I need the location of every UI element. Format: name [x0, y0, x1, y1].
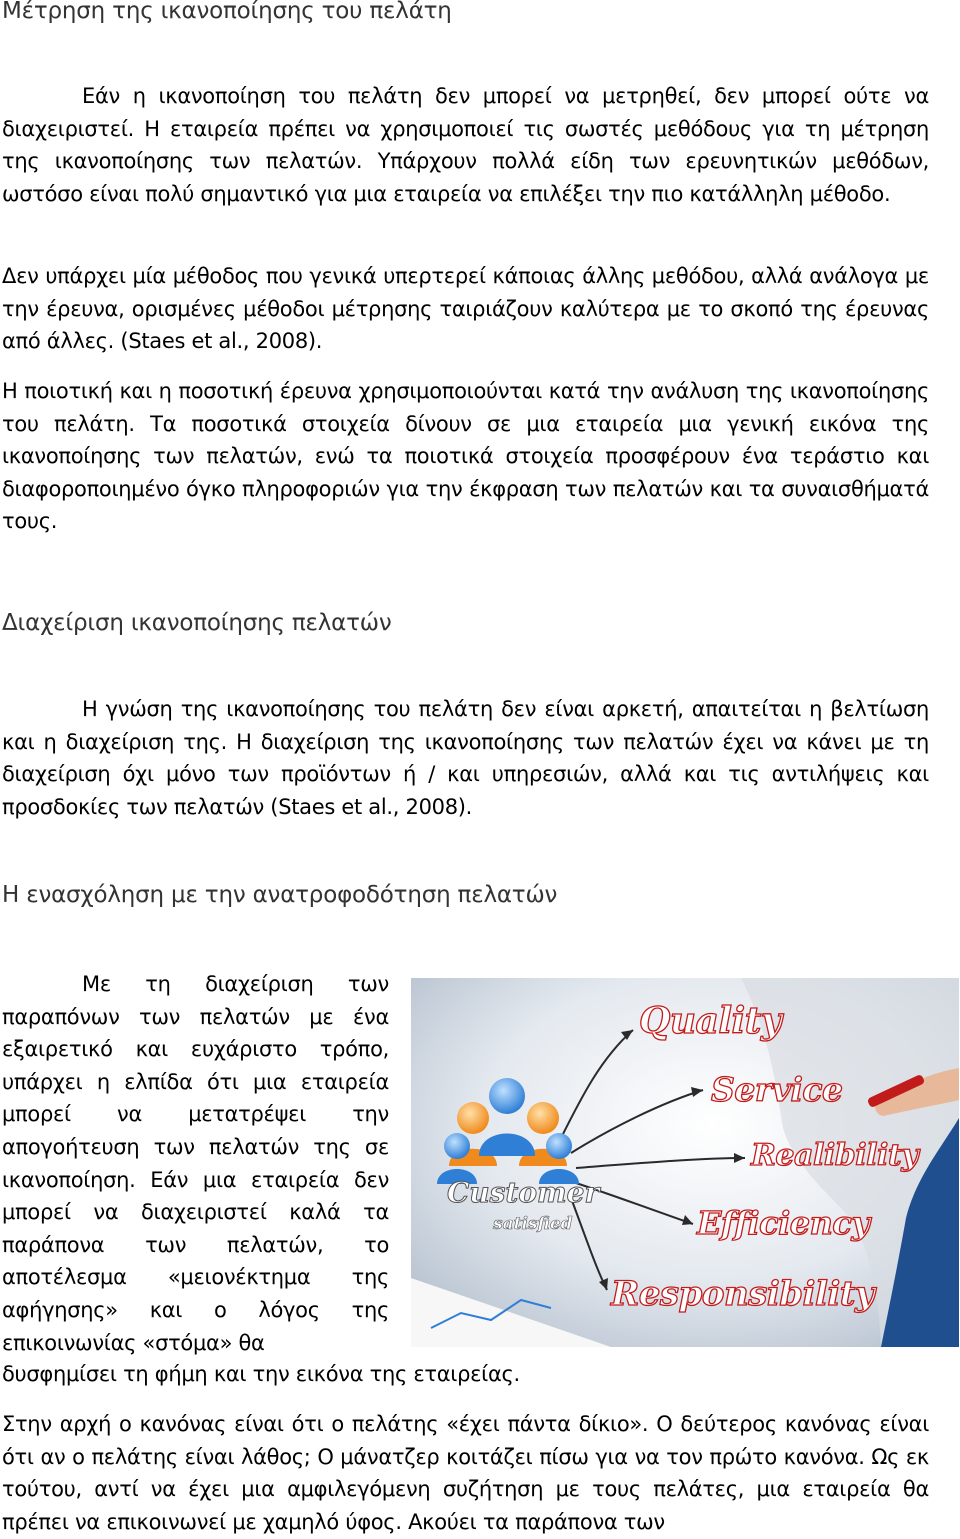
paragraph: Με τη διαχείριση των παραπόνων των πελατών με ένα εξαιρετικό και ευχάριστο τρόπο, υπάρχει η ελπίδα ότι μια εταιρεία μπορεί να μετατρέψει την απογοήτευση των πελατών της σε ικανοποίηση. Εάν μια εταιρεία δεν μπορεί να διαχειριστεί καλά τα παράπονα των πελατών, το αποτέλεσμα «μειονέκτημα της αφήγησης» και ο λόγος της επικοινωνίας «στόμα» θα — [2, 972, 389, 1355]
customer-label: Customer — [447, 1176, 600, 1209]
reliability-label: Realibility — [751, 1138, 919, 1173]
paragraph: Στην αρχή ο κανόνας είναι ότι ο πελάτης «έχει πάντα δίκιο». Ο δεύτερος κανόνας είναι ότι αν ο πελάτης είναι λάθος; Ο μάνατζερ κοιτάζει πίσω για να τον πρώτο κανόνα. Ως εκ τούτου, αντί να έχει μια αμφιλεγόμενη συζήτηση με τους πελάτες, μια εταιρεία θα πρέπει να επικοινωνεί με χαμηλό ύφος. Ακούει τα παράπονα των — [2, 1412, 929, 1534]
paragraph: Εάν η ικανοποίηση του πελάτη δεν μπορεί να μετρηθεί, δεν μπορεί ούτε να διαχειριστεί. Η εταιρεία πρέπει να χρησιμοποιεί τις σωστές μεθόδους για τη μέτρηση της ικανοποίησης των πελατών. Υπάρχουν πολλά είδη των ερευνητικών μεθόδων, ωστόσο είναι πολύ σημαντικό για μια εταιρεία να επιλέξει την πιο κατάλληλη μέθοδο. — [2, 84, 929, 206]
quality-label: Quality — [639, 1000, 782, 1042]
responsibility-label: Responsibility — [611, 1274, 875, 1314]
section-title-measurement: Μέτρηση της ικανοποίησης του πελάτη — [2, 0, 452, 24]
paragraph: δυσφημίσει τη φήμη και την εικόνα της εταιρείας. — [2, 1362, 520, 1386]
efficiency-label: Efficiency — [697, 1204, 870, 1242]
section-title-management: Διαχείριση ικανοποίησης πελατών — [2, 610, 392, 636]
customer-satisfaction-image — [411, 978, 959, 1347]
paragraph: Η ποιοτική και η ποσοτική έρευνα χρησιμοποιούνται κατά την ανάλυση της ικανοποίησης του πελάτη. Τα ποσοτικά στοιχεία δίνουν σε μια εταιρεία μια γενική εικόνα της ικανοποίησης των πελατών, ενώ τα ποιοτικά στοιχεία προσφέρουν ένα τεράστιο και διαφοροποιημένο όγκο πληροφοριών για την έκφραση των πελατών και τα συναισθήματά τους. — [2, 379, 929, 534]
paragraph: Δεν υπάρχει μία μέθοδος που γενικά υπερτερεί κάποιας άλλης μεθόδου, αλλά ανάλογα με την έρευνα, ορισμένες μέθοδοι μέτρησης ταιριάζουν καλύτερα με το σκοπό της έρευνας από άλλες. (Staes et al., 2008). — [2, 264, 929, 354]
service-label: Service — [711, 1070, 843, 1109]
paragraph: Η γνώση της ικανοποίησης του πελάτη δεν είναι αρκετή, απαιτείται η βελτίωση και η διαχείριση της. Η διαχείριση της ικανοποίησης των πελατών έχει να κάνει με τη διαχείριση όχι μόνο των προϊόντων ή / και υπηρεσιών, αλλά και τις αντιλήψεις και προσδοκίες των πελατών (Staes et al., 2008). — [2, 697, 929, 819]
section-title-feedback: Η ενασχόληση με την ανατροφοδότηση πελατών — [2, 882, 558, 908]
satisfied-label: satisfied — [493, 1214, 573, 1234]
